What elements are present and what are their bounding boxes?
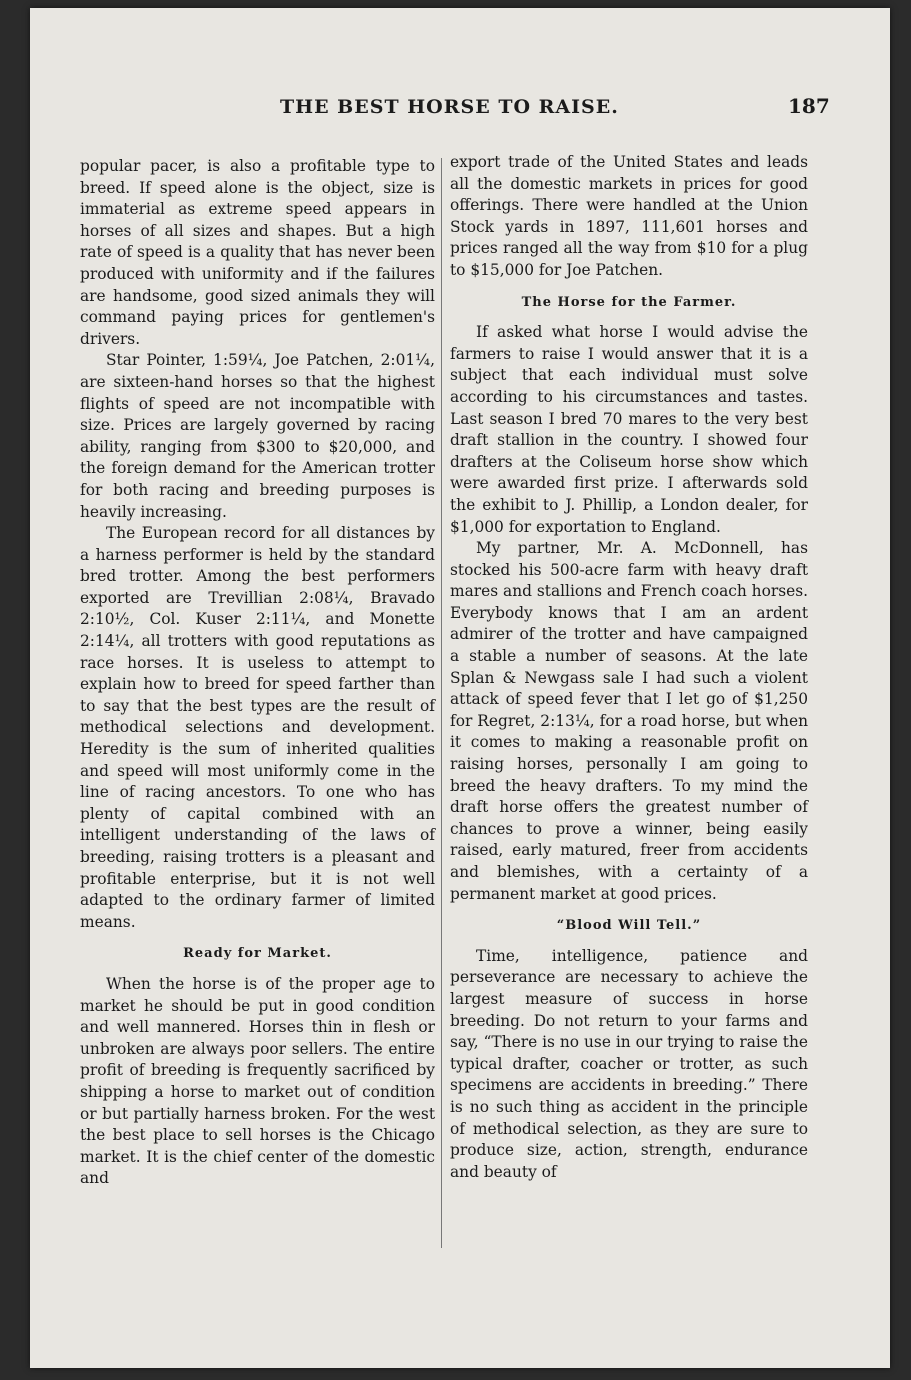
- book-page: [30, 8, 890, 1368]
- left-column: [80, 156, 435, 1190]
- paragraph: export trade of the United States and leads all the domestic markets in prices for good offerings. There were handled at the Union Stock yards in 1897, 111,601 horses and prices ranged all the way from $10 for a plug to $15,000 for Joe Patchen.: [450, 153, 808, 279]
- column-divider: [441, 158, 442, 1248]
- paragraph: My partner, Mr. A. McDonnell, has stocked his 500-acre farm with heavy draft mares and stallions and French coach horses. Everybody knows that I am an ardent admirer of the trotter and have campaigned a stable a number of seasons. At the late Splan & Newgass sale I had such a violent attack of speed fever that I let go of $1,250 for Regret, 2:13¼, for a road horse, but when it comes to making a reasonable profit on raising horses, personally I am going to breed the heavy drafters. To my mind the draft horse offers the greatest number of chances to prove a winner, being easily raised, early matured, freer from accidents and blemishes, with a certainty of a permanent market at good prices.: [450, 539, 808, 903]
- section-heading: The Horse for the Farmer.: [521, 294, 737, 310]
- paragraph: Time, intelligence, patience and perseverance are necessary to achieve the largest measure of success in horse breeding. Do not return to your farms and say, “There is no use in our trying to raise the typical drafter, coacher or trotter, as such specimens are accidents in breeding.” There is no such thing as accident in the principle of methodical selection, as they are sure to produce size, action, strength, endurance and beauty of: [450, 946, 808, 1181]
- paragraph: When the horse is of the proper age to market he should be put in good condition and well mannered. Horses thin in flesh or unbroken are always poor sellers. The entire profit of breeding is frequently sacrificed by shipping a horse to market out of condition or but partially harness broken. For the west the best place to sell horses is the Chicago market. It is the chief center of the domestic and: [80, 974, 435, 1188]
- right-column: [450, 152, 808, 1183]
- running-head: THE BEST HORSE TO RAISE.: [280, 96, 619, 118]
- paragraph: The European record for all distances by a harness performer is held by the standard bred trotter. Among the best performers exported are Trevillian 2:08¼, Bravado 2:10½, Col. Kuser 2:11¼, and Monette 2:14¼, all trotters with good reputations as race horses. It is useless to attempt to explain how to breed for speed farther than to say that the best types are the result of methodical selections and development. Heredity is the sum of inherited qualities and speed will most uniformly come in the line of racing ancestors. To one who has plenty of capital combined with an intelligent understanding of the laws of breeding, raising trotters is a pleasant and profitable enterprise, but it is not well adapted to the ordinary farmer of limited means.: [80, 524, 435, 931]
- paragraph: Star Pointer, 1:59¼, Joe Patchen, 2:01¼, are sixteen-hand horses so that the highest flights of speed are not incompatible with size. Prices are largely governed by racing ability, ranging from $300 to $20,000, and the foreign demand for the American trotter for both racing and breeding purposes is heavily increasing.: [80, 351, 435, 521]
- section-heading: Ready for Market.: [183, 946, 332, 962]
- page-number: 187: [788, 94, 830, 118]
- paragraph: popular pacer, is also a profitable type to breed. If speed alone is the object, size is immaterial as extreme speed appears in horses of all sizes and shapes. But a high rate of speed is a quality that has never been produced with uniformity and if the failures are handsome, good sized animals they will command paying prices for gentlemen's drivers.: [80, 157, 435, 348]
- paragraph: If asked what horse I would advise the farmers to raise I would answer that it is a subject that each individual must solve according to his circumstances and tastes. Last season I bred 70 mares to the very best draft stallion in the country. I showed four drafters at the Coliseum horse show which were awarded first prize. I afterwards sold the exhibit to J. Phillip, a London dealer, for $1,000 for exportation to England.: [450, 323, 808, 536]
- section-heading: “Blood Will Tell.”: [556, 918, 702, 934]
